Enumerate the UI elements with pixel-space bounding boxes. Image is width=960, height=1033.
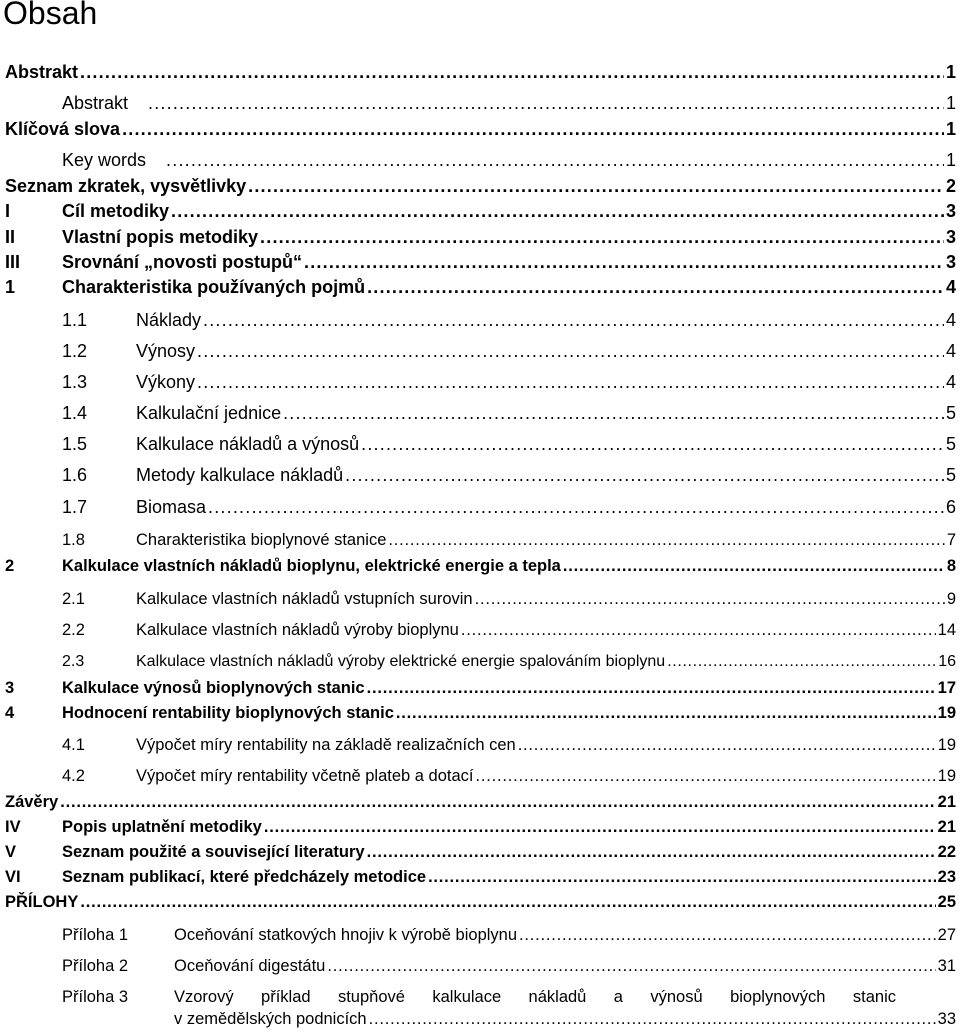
dot-leader bbox=[519, 924, 936, 946]
toc-entry-page: 5 bbox=[945, 403, 956, 423]
toc-entry-number: 1.6 bbox=[62, 465, 88, 485]
dot-leader bbox=[396, 702, 936, 724]
toc-entry-page: 4 bbox=[945, 372, 956, 392]
toc-entry-number: 2.2 bbox=[62, 621, 85, 639]
toc-entry-2-1[interactable] bbox=[62, 588, 956, 610]
dot-leader bbox=[148, 92, 944, 114]
toc-entry-page: 25 bbox=[937, 893, 956, 911]
toc-entry-label: Vlastní popis metodiky bbox=[62, 227, 259, 247]
dot-leader bbox=[388, 529, 944, 551]
toc-entry-number: II bbox=[5, 227, 16, 247]
toc-entry-page: 23 bbox=[937, 868, 956, 886]
toc-entry-page: 8 bbox=[946, 557, 956, 575]
toc-entry-number: IV bbox=[5, 818, 21, 836]
toc-entry-1-3[interactable] bbox=[62, 371, 956, 393]
toc-entry-label: Kalkulace vlastních nákladů vstupních surovin bbox=[136, 590, 473, 608]
toc-entry-page: 6 bbox=[945, 497, 956, 517]
toc-entry-label: Srovnání „novosti postupů“ bbox=[62, 252, 303, 272]
toc-entry-page: 5 bbox=[945, 465, 956, 485]
toc-entry-4-2[interactable] bbox=[62, 765, 956, 787]
toc-entry-page: 27 bbox=[937, 926, 956, 944]
toc-entry-label: Kalkulační jednice bbox=[136, 403, 282, 423]
dot-leader bbox=[369, 1008, 936, 1030]
toc-entry-priloha-1[interactable] bbox=[62, 924, 956, 946]
dot-leader bbox=[60, 791, 935, 813]
dot-leader bbox=[264, 816, 936, 838]
toc-entry-label: PŘÍLOHY bbox=[5, 893, 79, 911]
toc-entry-page: 4 bbox=[945, 310, 956, 330]
toc-entry-label: Popis uplatnění metodiky bbox=[62, 818, 262, 836]
toc-entry-page: 1 bbox=[945, 62, 956, 82]
toc-entry-number: V bbox=[5, 843, 17, 861]
toc-entry-number: 2.3 bbox=[62, 653, 85, 670]
toc-entry-page: 3 bbox=[945, 201, 956, 221]
toc-entry-chapter-4[interactable] bbox=[5, 702, 956, 724]
toc-entry-srovnani[interactable] bbox=[5, 251, 956, 273]
toc-entry-page: 33 bbox=[937, 1010, 956, 1028]
toc-entry-page: 21 bbox=[937, 793, 956, 811]
dot-leader bbox=[367, 276, 944, 298]
dot-leader bbox=[260, 226, 944, 248]
toc-entry-1-6[interactable] bbox=[62, 464, 956, 486]
toc-entry-number: 3 bbox=[5, 679, 15, 697]
toc-entry-abstrakt-en[interactable] bbox=[62, 92, 956, 114]
toc-entry-number: 1.1 bbox=[62, 310, 88, 330]
dot-leader bbox=[518, 734, 936, 756]
toc-entry-label: Kalkulace vlastních nákladů výroby bioplynu bbox=[136, 621, 459, 639]
dot-leader bbox=[428, 866, 936, 888]
toc-entry-label: Abstrakt bbox=[5, 62, 79, 82]
dot-leader bbox=[80, 61, 944, 83]
dot-leader bbox=[80, 891, 935, 913]
toc-entry-1-2[interactable] bbox=[62, 340, 956, 362]
toc-entry-1-4[interactable] bbox=[62, 402, 956, 424]
toc-entry-page: 3 bbox=[945, 227, 956, 247]
toc-entry-label: Biomasa bbox=[136, 497, 207, 517]
toc-entry-prilohy[interactable] bbox=[5, 891, 956, 913]
toc-entry-label: Výpočet míry rentability včetně plateb a dotací bbox=[136, 767, 474, 785]
toc-entry-page: 9 bbox=[946, 590, 956, 608]
toc-entry-page: 2 bbox=[945, 176, 956, 196]
toc-entry-page: 1 bbox=[945, 150, 956, 170]
toc-entry-page: 19 bbox=[937, 736, 956, 754]
toc-entry-number: 1 bbox=[5, 277, 16, 297]
dot-leader bbox=[208, 496, 944, 518]
toc-entry-priloha-3[interactable] bbox=[62, 986, 956, 1030]
toc-entry-page: 21 bbox=[937, 818, 956, 836]
toc-entry-page: 31 bbox=[937, 957, 956, 975]
toc-entry-zavery[interactable] bbox=[5, 791, 956, 813]
toc-entry-number: 1.8 bbox=[62, 531, 85, 549]
toc-entry-label: Seznam publikací, které předcházely metodice bbox=[62, 868, 427, 886]
toc-entry-page: 19 bbox=[937, 767, 956, 785]
toc-entry-number: III bbox=[5, 252, 21, 272]
toc-entry-page: 17 bbox=[937, 679, 956, 697]
toc-entry-1-8[interactable] bbox=[62, 529, 956, 551]
dot-leader bbox=[171, 200, 944, 222]
toc-entry-number: 4.1 bbox=[62, 736, 85, 754]
toc-entry-number: 1.3 bbox=[62, 372, 88, 392]
toc-entry-label: Cíl metodiky bbox=[62, 201, 170, 221]
toc-entry-page: 4 bbox=[945, 277, 956, 297]
dot-leader bbox=[667, 651, 936, 673]
toc-entry-page: 19 bbox=[937, 704, 956, 722]
toc-entry-label: Výnosy bbox=[136, 341, 196, 361]
toc-entry-seznam-literatury[interactable] bbox=[5, 841, 956, 863]
toc-entry-label: Kalkulace vlastních nákladů výroby elektrické energie spalováním bioplynu bbox=[136, 653, 666, 670]
toc-entry-label: Abstrakt bbox=[62, 93, 129, 113]
toc-entry-page: 16 bbox=[938, 653, 956, 670]
dot-leader bbox=[197, 340, 944, 362]
toc-entry-label: Náklady bbox=[136, 310, 202, 330]
dot-leader bbox=[283, 402, 944, 424]
dot-leader bbox=[563, 555, 945, 577]
toc-entry-page: 5 bbox=[945, 434, 956, 454]
dot-leader bbox=[197, 371, 944, 393]
toc-entry-number: VI bbox=[5, 868, 21, 886]
toc-entry-klicova-slova[interactable] bbox=[5, 118, 956, 140]
toc-entry-number: 4 bbox=[5, 704, 15, 722]
toc-entry-1-1[interactable] bbox=[62, 309, 956, 331]
toc-entry-page: 22 bbox=[937, 843, 956, 861]
toc-entry-page: 14 bbox=[937, 621, 956, 639]
toc-entry-label: Oceňování statkových hnojiv k výrobě bioplynu bbox=[174, 926, 518, 944]
dot-leader bbox=[122, 118, 944, 140]
toc-entry-cil-metodiky[interactable] bbox=[5, 200, 956, 222]
toc-entry-label: Seznam použité a související literatury bbox=[62, 843, 365, 861]
toc-entry-chapter-3[interactable] bbox=[5, 677, 956, 699]
toc-entry-label: Klíčová slova bbox=[5, 119, 121, 139]
toc-entry-chapter-1[interactable] bbox=[5, 276, 956, 298]
dot-leader bbox=[248, 175, 944, 197]
toc-entry-number: Příloha 1 bbox=[62, 926, 129, 944]
toc-entry-1-5[interactable] bbox=[62, 433, 956, 455]
toc-entry-priloha-2[interactable] bbox=[62, 955, 956, 977]
toc-entry-label: Key words bbox=[62, 150, 147, 170]
toc-entry-label: Oceňování digestátu bbox=[174, 957, 326, 975]
toc-entry-number: 1.7 bbox=[62, 497, 88, 517]
dot-leader bbox=[476, 765, 936, 787]
dot-leader bbox=[203, 309, 944, 331]
toc-entry-label: Charakteristika bioplynové stanice bbox=[136, 531, 387, 549]
toc-entry-label: Kalkulace výnosů bioplynových stanic bbox=[62, 679, 365, 697]
dot-leader bbox=[367, 677, 936, 699]
toc-entry-number: I bbox=[5, 201, 11, 221]
dot-leader bbox=[367, 841, 936, 863]
page-title: Obsah bbox=[3, 0, 98, 31]
toc-entry-vlastni-popis[interactable] bbox=[5, 226, 956, 248]
toc-entry-label: Vzorový příklad stupňové kalkulace nákladů a výnosů bioplynových stanic bbox=[174, 988, 896, 1006]
dot-leader bbox=[475, 588, 945, 610]
toc-entry-popis-uplatneni[interactable] bbox=[5, 816, 956, 838]
toc-entry-label: Hodnocení rentability bioplynových stanic bbox=[62, 704, 394, 722]
toc-entry-abstrakt[interactable] bbox=[5, 61, 956, 83]
toc-entry-seznam-publikaci[interactable] bbox=[5, 866, 956, 888]
toc-entry-number: Příloha 2 bbox=[62, 957, 129, 975]
toc-entry-seznam-zkratek[interactable] bbox=[5, 175, 956, 197]
toc-entry-chapter-2[interactable] bbox=[5, 555, 956, 577]
toc-entry-label: Metody kalkulace nákladů bbox=[136, 465, 344, 485]
toc-entry-page: 4 bbox=[945, 341, 956, 361]
dot-leader bbox=[166, 149, 944, 171]
dot-leader bbox=[327, 955, 935, 977]
toc-entry-label: Výpočet míry rentability na základě realizačních cen bbox=[136, 736, 516, 754]
dot-leader bbox=[361, 433, 944, 455]
toc-entry-number: 2 bbox=[5, 557, 15, 575]
toc-entry-page: 1 bbox=[945, 119, 956, 139]
toc-entry-number: 2.1 bbox=[62, 590, 85, 608]
toc-entry-page: 7 bbox=[946, 531, 956, 549]
toc-entry-2-3[interactable] bbox=[62, 651, 956, 673]
toc-entry-number: 1.5 bbox=[62, 434, 88, 454]
toc-entry-number: Příloha 3 bbox=[62, 988, 129, 1006]
toc-entry-label: Kalkulace vlastních nákladů bioplynu, elektrické energie a tepla bbox=[62, 557, 561, 575]
toc-entry-number: 4.2 bbox=[62, 767, 85, 785]
toc-entry-number: 1.2 bbox=[62, 341, 88, 361]
toc-entry-1-7[interactable] bbox=[62, 496, 956, 518]
dot-leader bbox=[345, 464, 944, 486]
toc-entry-page: 3 bbox=[945, 252, 956, 272]
toc-entry-label-continued: v zemědělských podnicích bbox=[174, 1010, 367, 1028]
dot-leader bbox=[461, 619, 936, 641]
toc-entry-label: Charakteristika používaných pojmů bbox=[62, 277, 366, 297]
toc-entry-2-2[interactable] bbox=[62, 619, 956, 641]
toc-entry-4-1[interactable] bbox=[62, 734, 956, 756]
toc-entry-page: 1 bbox=[945, 93, 956, 113]
toc-entry-label: Seznam zkratek, vysvětlivky bbox=[5, 176, 247, 196]
toc-entry-label: Výkony bbox=[136, 372, 196, 392]
toc-entry-key-words[interactable] bbox=[62, 149, 956, 171]
toc-entry-number: 1.4 bbox=[62, 403, 88, 423]
toc-entry-label: Závěry bbox=[5, 793, 59, 811]
dot-leader bbox=[304, 251, 944, 273]
toc-entry-label: Kalkulace nákladů a výnosů bbox=[136, 434, 360, 454]
